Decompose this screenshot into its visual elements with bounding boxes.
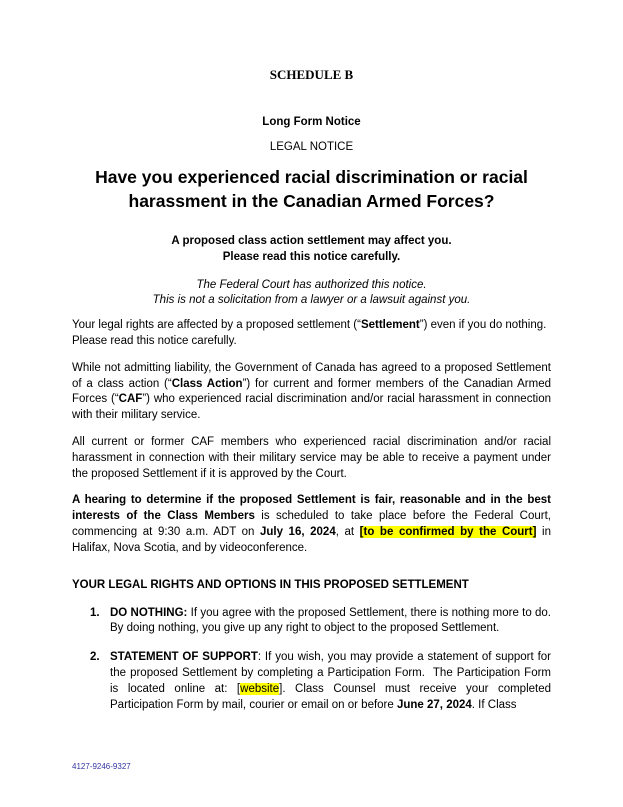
schedule-heading: SCHEDULE B <box>269 67 354 82</box>
legal-notice-heading: LEGAL NOTICE <box>269 141 354 153</box>
text-segment: is scheduled to take place before the Federal Court, commencing at 9:30 a.m. ADT on <box>72 510 551 538</box>
affect-line-2: Please read this notice carefully. <box>222 250 401 263</box>
text-segment: Settlement <box>360 319 420 332</box>
main-title: Have you experienced racial discrimination or racial harassment in the Canadian Armed Forces? <box>95 167 528 211</box>
authorized-line-2: This is not a solicitation from a lawyer or a lawsuit against you. <box>152 294 471 307</box>
paragraph-hearing-details <box>72 493 551 556</box>
highlighted-text-segment: [to be confirmed by the Court] <box>359 525 537 538</box>
list-item-statement-of-support <box>72 650 551 713</box>
text-segment: July 16, 2024 <box>259 525 336 538</box>
text-segment: ”) even if you do nothing. Please read this notice carefully. <box>72 319 547 347</box>
text-segment: ”) who experienced racial discrimination and/or racial harassment in connection with their military service. <box>72 393 551 422</box>
list-item-number: 1. <box>90 606 100 619</box>
authorized-line-1: The Federal Court has authorized this notice. <box>196 278 427 291</box>
list-item-number: 2. <box>90 651 100 664</box>
court-authorization-notice <box>72 278 551 310</box>
text-segment: If you agree with the proposed Settlement, there is nothing more to do. By doing nothing, you give up any right to object to the proposed Settlement. <box>110 606 551 635</box>
text-segment: in Halifax, Nova Scotia, and by videoconference. <box>72 525 551 554</box>
text-segment: Class Action <box>171 377 243 390</box>
long-form-notice-heading: Long Form Notice <box>262 116 361 128</box>
list-item-text <box>110 650 551 713</box>
highlighted-text-segment: website <box>240 682 280 695</box>
paragraph-payment-eligibility <box>72 435 551 482</box>
rights-section-heading: YOUR LEGAL RIGHTS AND OPTIONS IN THIS PROPOSED SETTLEMENT <box>72 578 469 591</box>
text-segment: DO NOTHING: <box>110 606 188 619</box>
text-segment: June 27, 2024 <box>396 698 472 711</box>
text-segment: CAF <box>118 393 143 406</box>
list-item-text <box>110 606 551 638</box>
paragraph-settlement-agreement <box>72 361 551 424</box>
text-segment: While not admitting liability, the Government of Canada has agreed to a proposed Settlement of a class action (“ <box>72 361 551 390</box>
list-item-do-nothing <box>72 606 551 638</box>
paragraph-legal-rights <box>72 318 551 350</box>
text-segment: : If you wish, you may provide a statement of support for the proposed Settlement by completing a Participation Form. The Participation Form is located online at: [ <box>110 651 551 695</box>
affect-notice <box>72 234 551 266</box>
text-segment: A hearing to determine if the proposed Settlement is fair, reasonable and in the best interests of the Class Members <box>72 494 551 523</box>
rights-options-list <box>72 606 551 714</box>
text-segment: STATEMENT OF SUPPORT <box>110 651 258 664</box>
text-segment: Your legal rights are affected by a proposed settlement (“ <box>72 319 361 332</box>
text-segment: ]. Class Counsel must receive your completed Participation Form by mail, courier or email on or before <box>110 682 552 711</box>
document-number: 4127-9246-9327 <box>72 762 131 771</box>
text-segment: , at <box>335 525 360 538</box>
text-segment: . If Class <box>471 698 517 711</box>
text-segment: All current or former CAF members who experienced racial discrimination and/or racial harassment in connection with their military service may be able to receive a payment under the proposed Settlement if it is approved by the Court. <box>72 435 551 480</box>
text-segment: ”) for current and former members of the Canadian Armed Forces (“ <box>72 377 552 406</box>
affect-line-1: A proposed class action settlement may affect you. <box>171 235 452 247</box>
